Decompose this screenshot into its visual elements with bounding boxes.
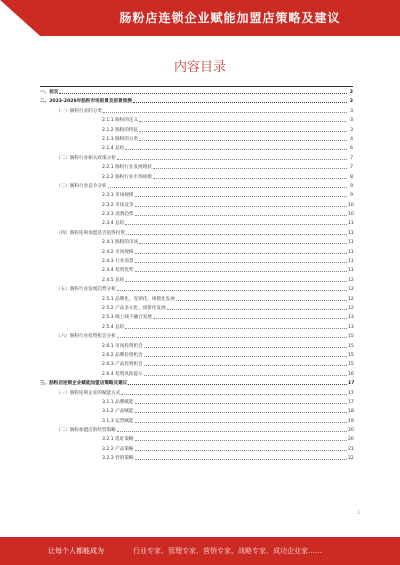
toc-leader-dots — [144, 360, 347, 366]
toc-entry[interactable] — [40, 417, 353, 426]
toc-entry-label: 3.1.1 品牌赋能 — [102, 399, 134, 405]
toc-entry-page: 20 — [348, 428, 354, 434]
toc-entry-page: 11 — [348, 249, 354, 255]
toc-entry-label: （一）肠粉连锁企业的赋能方式 — [56, 390, 121, 396]
toc-entry-label: 2.6.1 市场投资机会 — [102, 343, 143, 349]
toc-entry[interactable] — [40, 370, 353, 379]
toc-leader-dots — [135, 191, 347, 197]
toc-entry[interactable] — [40, 154, 353, 163]
toc-entry-page: 20 — [348, 437, 354, 443]
toc-entry[interactable] — [40, 257, 353, 266]
toc-entry-label: 2.5.3 线上线下融合发展 — [102, 315, 152, 321]
toc-entry-label: 2.2.1 肠粉行业发展现状 — [102, 165, 152, 171]
toc-entry[interactable] — [40, 285, 353, 294]
toc-entry-label: 二、2023-2028年肠粉市场前景及前景预测 — [40, 99, 132, 105]
toc-entry[interactable] — [40, 238, 353, 247]
toc-entry-page: 9 — [350, 183, 353, 189]
table-of-contents — [40, 88, 353, 464]
toc-entry-page: 15 — [348, 343, 354, 349]
toc-entry-label: 2.5.1 品牌化、连锁化、规模化发展 — [102, 296, 175, 302]
toc-leader-dots — [125, 323, 347, 329]
toc-leader-dots — [117, 426, 347, 432]
toc-entry-page: 11 — [348, 259, 354, 265]
toc-entry-label: 2.3.2 市场竞争 — [102, 202, 134, 208]
toc-entry[interactable] — [40, 116, 353, 125]
toc-entry[interactable] — [40, 173, 353, 182]
toc-leader-dots — [117, 332, 347, 338]
toc-entry-label: 2.6.3 产品投资机会 — [102, 362, 143, 368]
toc-leader-dots — [153, 163, 347, 169]
toc-leader-dots — [117, 154, 347, 160]
toc-entry-label: （五）肠粉行业发展趋势分析 — [56, 287, 116, 293]
toc-entry-page: 12 — [348, 296, 354, 302]
toc-entry-page: 19 — [348, 418, 354, 424]
toc-leader-dots — [59, 88, 347, 94]
toc-entry-label: 2.4.1 肠粉的市场 — [102, 240, 139, 246]
document-title: 肠粉店连锁企业赋能加盟店策略及建议 — [119, 11, 341, 25]
toc-entry-page: 16 — [348, 371, 354, 377]
toc-entry-label: （六）肠粉行业投资机会分析 — [56, 334, 116, 340]
toc-leader-dots — [139, 116, 347, 122]
toc-entry-label: 3.2.3 营销策略 — [102, 456, 134, 462]
toc-entry-label: 2.3.3 消费趋势 — [102, 212, 134, 218]
toc-entry-label: （四）肠粉连锁加盟是否值得投资 — [56, 230, 125, 236]
toc-entry[interactable] — [40, 304, 353, 313]
toc-leader-dots — [108, 182, 347, 188]
toc-leader-dots — [144, 342, 347, 348]
toc-entry-label: （三）肠粉行业竞争分析 — [56, 183, 107, 189]
toc-divider — [40, 86, 353, 87]
toc-entry[interactable] — [40, 323, 353, 332]
toc-leader-dots — [125, 144, 347, 150]
toc-entry-page: 7 — [350, 165, 353, 171]
toc-entry-page: 17 — [348, 399, 354, 405]
toc-leader-dots — [139, 135, 347, 141]
toc-entry[interactable] — [40, 435, 353, 444]
toc-entry-page: 22 — [348, 456, 354, 462]
toc-leader-dots — [135, 445, 347, 451]
toc-entry[interactable] — [40, 126, 353, 135]
toc-entry-page: 17 — [348, 390, 354, 396]
toc-entry-page: 3 — [349, 99, 353, 105]
toc-entry-page: 10 — [348, 202, 354, 208]
toc-entry-page: 21 — [348, 446, 354, 452]
toc-entry[interactable] — [40, 360, 353, 369]
toc-entry[interactable] — [40, 351, 353, 360]
toc-heading: 内容目录 — [173, 60, 226, 75]
toc-leader-dots — [135, 407, 347, 413]
toc-entry-label: （二）肠粉加盟店的经营策略 — [56, 428, 116, 434]
toc-leader-dots — [153, 173, 347, 179]
toc-entry[interactable] — [40, 97, 353, 106]
toc-entry-label: （二）肠粉行业相关政策分析 — [56, 155, 116, 161]
toc-entry-label: 2.1.4 总结 — [102, 146, 125, 152]
page-footer — [0, 537, 400, 565]
toc-leader-dots — [135, 417, 347, 423]
toc-entry-label: 2.3.1 市场规模 — [102, 193, 134, 199]
toc-entry-label: 2.2.2 肠粉行业市场规模 — [102, 174, 152, 180]
toc-entry-page: 15 — [348, 352, 354, 358]
toc-entry-page: 15 — [348, 334, 354, 340]
toc-leader-dots — [126, 229, 347, 235]
toc-leader-dots — [153, 313, 347, 319]
toc-entry-label: 2.1.1 肠粉的定义 — [102, 118, 139, 124]
toc-entry-page: 3 — [350, 118, 353, 124]
toc-entry-label: 2.1.2 肠粉的特征 — [102, 127, 139, 133]
footer-slogan: 让每个人都能成为 — [48, 547, 104, 555]
toc-entry[interactable] — [40, 454, 353, 463]
toc-entry-label: 2.4.5 总结 — [102, 277, 125, 283]
toc-leader-dots — [135, 435, 347, 441]
toc-entry-page: 17 — [348, 381, 355, 387]
toc-entry-page: 4 — [350, 136, 353, 142]
toc-leader-dots — [135, 210, 347, 216]
toc-leader-dots — [135, 454, 347, 460]
toc-leader-dots — [144, 351, 347, 357]
toc-entry-page: 11 — [348, 268, 354, 274]
page-number: 1 — [357, 510, 360, 515]
toc-entry[interactable] — [40, 191, 353, 200]
toc-entry[interactable] — [40, 342, 353, 351]
page-header — [0, 0, 400, 36]
toc-entry-page: 3 — [350, 108, 353, 114]
toc-leader-dots — [135, 201, 347, 207]
toc-entry[interactable] — [40, 248, 353, 257]
toc-entry-label: 3.2.1 选址策略 — [102, 437, 134, 443]
toc-entry[interactable] — [40, 332, 353, 341]
toc-entry[interactable] — [40, 182, 353, 191]
toc-entry-label: 2.5.2 产品多元化、创新化发展 — [102, 305, 166, 311]
toc-entry-page: 6 — [350, 146, 353, 152]
toc-entry-label: 2.6.4 投资风险提示 — [102, 371, 143, 377]
toc-entry-page: 13 — [348, 324, 354, 330]
toc-entry-page: 3 — [350, 127, 353, 133]
toc-entry[interactable] — [40, 210, 353, 219]
toc-entry-page: 10 — [348, 212, 354, 218]
toc-entry[interactable] — [40, 295, 353, 304]
toc-leader-dots — [133, 97, 347, 103]
toc-leader-dots — [128, 379, 347, 385]
toc-entry-page: 12 — [348, 287, 354, 293]
toc-leader-dots — [176, 295, 347, 301]
toc-entry[interactable] — [40, 276, 353, 285]
toc-entry-label: 2.5.4 总结 — [102, 324, 125, 330]
toc-entry-page: 11 — [348, 230, 354, 236]
toc-leader-dots — [135, 248, 347, 254]
toc-entry-label: 2.1.3 肠粉的分类 — [102, 136, 139, 142]
toc-entry-page: 18 — [348, 409, 354, 415]
toc-entry-page: 8 — [350, 174, 353, 180]
toc-entry[interactable] — [40, 219, 353, 228]
toc-entry[interactable] — [40, 88, 353, 97]
toc-leader-dots — [125, 219, 347, 225]
toc-entry-label: 2.3.4 总结 — [102, 221, 125, 227]
toc-leader-dots — [135, 398, 347, 404]
toc-entry-label: 2.4.3 行业前景 — [102, 259, 134, 265]
toc-entry[interactable] — [40, 144, 353, 153]
toc-leader-dots — [121, 389, 347, 395]
toc-leader-dots — [144, 370, 347, 376]
toc-leader-dots — [103, 107, 347, 113]
footer-roles: 行业专家、管理专家、营销专家、战略专家、成功企业家…… — [133, 547, 322, 555]
toc-entry[interactable] — [40, 379, 353, 388]
toc-entry[interactable] — [40, 445, 353, 454]
toc-leader-dots — [139, 126, 347, 132]
toc-entry-page: 11 — [348, 240, 354, 246]
toc-entry-page: 11 — [348, 221, 354, 227]
toc-entry[interactable] — [40, 389, 353, 398]
toc-entry[interactable] — [40, 407, 353, 416]
toc-entry-label: 3.2.2 产品策略 — [102, 446, 134, 452]
toc-leader-dots — [135, 266, 347, 272]
toc-entry[interactable] — [40, 426, 353, 435]
toc-entry[interactable] — [40, 229, 353, 238]
toc-leader-dots — [139, 238, 347, 244]
toc-leader-dots — [135, 257, 347, 263]
toc-entry[interactable] — [40, 201, 353, 210]
toc-entry-label: 3.1.2 产品赋能 — [102, 409, 134, 415]
toc-entry-label: 3.1.3 运营赋能 — [102, 418, 134, 424]
toc-entry-label: （一）肠粉行业的分类 — [56, 108, 102, 114]
toc-entry[interactable] — [40, 313, 353, 322]
toc-entry[interactable] — [40, 107, 353, 116]
toc-entry-page: 13 — [348, 315, 354, 321]
toc-entry-page: 12 — [348, 277, 354, 283]
toc-entry-page: 7 — [350, 155, 353, 161]
toc-entry-label: 三、肠粉店连锁企业赋能加盟店策略及建议 — [40, 381, 128, 387]
toc-leader-dots — [125, 276, 347, 282]
toc-entry[interactable] — [40, 163, 353, 172]
toc-entry[interactable] — [40, 398, 353, 407]
toc-leader-dots — [167, 304, 347, 310]
toc-entry-page: 9 — [350, 193, 353, 199]
toc-entry[interactable] — [40, 266, 353, 275]
toc-entry-label: 2.4.2 市场规模 — [102, 249, 134, 255]
toc-entry-page: 15 — [348, 362, 354, 368]
toc-entry-page: 3 — [349, 90, 353, 95]
toc-entry-page: 12 — [348, 305, 354, 311]
toc-entry-label: 2.4.4 投资优势 — [102, 268, 134, 274]
toc-entry-label: 一、前言 — [40, 90, 59, 95]
toc-leader-dots — [117, 285, 347, 291]
toc-entry[interactable] — [40, 135, 353, 144]
toc-entry-label: 2.6.2 品牌投资机会 — [102, 352, 143, 358]
